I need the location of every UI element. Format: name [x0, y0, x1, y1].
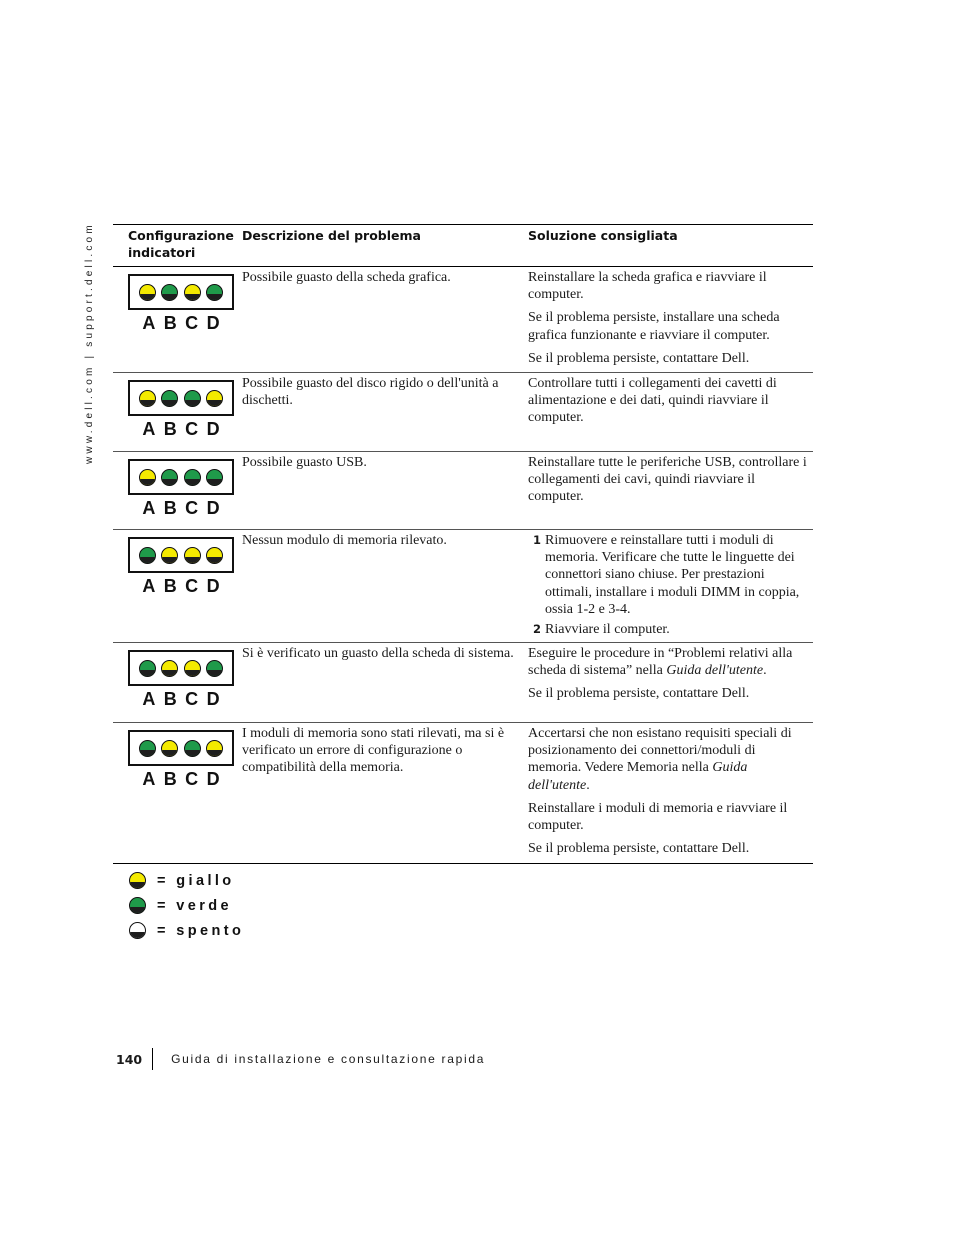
- legend-label-green: = verde: [157, 897, 232, 914]
- led-configuration: [113, 373, 242, 451]
- off-led-icon: [129, 922, 146, 939]
- led-c-icon: [184, 284, 201, 301]
- legend-item-green: [129, 893, 244, 918]
- table-row: [113, 452, 813, 530]
- led-letter: C: [185, 498, 199, 518]
- led-letter: A: [142, 769, 156, 789]
- table-row: [113, 373, 813, 452]
- led-b-icon: [161, 660, 178, 677]
- led-letter: B: [163, 419, 177, 439]
- led-letter: A: [142, 498, 156, 518]
- led-letter: D: [206, 498, 220, 518]
- led-a-icon: [139, 390, 156, 407]
- led-configuration: [113, 267, 242, 373]
- led-letter: A: [142, 576, 156, 596]
- led-configuration: [113, 452, 242, 529]
- solution-paragraph: Se il problema persiste, contattare Dell.: [528, 350, 750, 366]
- led-letter: B: [163, 769, 177, 789]
- led-d-icon: [206, 390, 223, 407]
- legend-item-yellow: [129, 868, 244, 893]
- footer-divider: [152, 1048, 153, 1070]
- step-number: 1: [533, 533, 542, 547]
- step-text: Riavviare il computer.: [545, 622, 670, 638]
- table-row: [113, 530, 813, 643]
- led-panel: [128, 380, 234, 416]
- led-letter: A: [142, 419, 156, 439]
- table-row: [113, 723, 813, 863]
- solution-paragraph: Reinstallare i moduli di memoria e riavviare il computer.: [528, 800, 788, 834]
- legend-item-off: [129, 918, 244, 943]
- solution-paragraph: Reinstallare tutte le periferiche USB, controllare i collegamenti dei cavi, quindi riavviare il computer.: [528, 455, 807, 505]
- led-letter: D: [206, 689, 220, 709]
- led-c-icon: [184, 547, 201, 564]
- problem-description: Possibile guasto USB.: [242, 455, 367, 470]
- led-letter: C: [185, 576, 199, 596]
- green-led-icon: [129, 897, 146, 914]
- guide-reference: Guida dell'utente: [666, 663, 764, 679]
- table-row: [113, 267, 813, 373]
- problem-description: Nessun modulo di memoria rilevato.: [242, 533, 447, 548]
- solution-paragraph: Se il problema persiste, installare una scheda grafica funzionante e riavviare il computer.: [528, 310, 780, 343]
- led-letter: A: [142, 313, 156, 333]
- header-description: Descrizione del problema: [242, 228, 421, 243]
- solution-paragraph: Se il problema persiste, contattare Dell.: [528, 841, 750, 857]
- led-b-icon: [161, 284, 178, 301]
- page-number: 140: [116, 1051, 143, 1067]
- legend-label-off: = spento: [157, 922, 245, 939]
- page-footer: [116, 1048, 485, 1070]
- led-a-icon: [139, 740, 156, 757]
- led-a-icon: [139, 547, 156, 564]
- led-panel: [128, 459, 234, 495]
- guide-reference: Guida dell'utente: [528, 760, 748, 793]
- led-letters: [128, 576, 234, 596]
- led-panel: [128, 274, 234, 310]
- recommended-solution: [528, 267, 813, 373]
- yellow-led-icon: [129, 872, 146, 889]
- recommended-solution: [528, 723, 813, 863]
- led-a-icon: [139, 469, 156, 486]
- table-row: [113, 643, 813, 723]
- led-panel: [128, 730, 234, 766]
- step-text: Rimuovere e reinstallare tutti i moduli di memoria. Verificare che tutte le linguette dei connettori siano chiuse. Per prestazioni ottimali, installare i moduli DIMM in coppia, ossia 1-2 e 3-4.: [545, 533, 800, 617]
- solution-steps: [528, 532, 809, 638]
- led-letter: B: [163, 313, 177, 333]
- led-letter: D: [206, 576, 220, 596]
- led-b-icon: [161, 469, 178, 486]
- led-c-icon: [184, 390, 201, 407]
- led-letters: [128, 313, 234, 333]
- led-d-icon: [206, 469, 223, 486]
- solution-step: [528, 621, 809, 638]
- led-letter: C: [185, 769, 199, 789]
- solution-paragraph: Se il problema persiste, contattare Dell.: [528, 686, 750, 702]
- led-d-icon: [206, 284, 223, 301]
- led-letters: [128, 498, 234, 518]
- led-letters: [128, 769, 234, 789]
- led-c-icon: [184, 740, 201, 757]
- led-configuration: [113, 530, 242, 644]
- led-letter: D: [206, 313, 220, 333]
- led-letter: C: [185, 313, 199, 333]
- solution-paragraph: Eseguire le procedure in “Problemi relativi alla scheda di sistema” nella Guida dell'utente.: [528, 646, 793, 679]
- led-a-icon: [139, 284, 156, 301]
- led-b-icon: [161, 547, 178, 564]
- led-letter: B: [163, 689, 177, 709]
- solution-paragraph: Reinstallare la scheda grafica e riavviare il computer.: [528, 270, 767, 303]
- solution-paragraph: Controllare tutti i collegamenti dei cavetti di alimentazione e dei dati, quindi riavviare il computer.: [528, 376, 777, 426]
- led-letter: D: [206, 419, 220, 439]
- led-c-icon: [184, 660, 201, 677]
- led-letters: [128, 419, 234, 439]
- led-letter: C: [185, 419, 199, 439]
- led-configuration: [113, 723, 242, 863]
- recommended-solution: [528, 530, 813, 644]
- recommended-solution: [528, 373, 813, 451]
- step-number: 2: [533, 622, 542, 637]
- side-url: www.dell.com | support.dell.com: [84, 222, 95, 464]
- recommended-solution: [528, 643, 813, 722]
- diagnostic-lights-table: [113, 224, 813, 864]
- led-panel: [128, 650, 234, 686]
- led-c-icon: [184, 469, 201, 486]
- problem-description: I moduli di memoria sono stati rilevati, ma si è verificato un errore di configurazione o compatibilità della memoria.: [242, 726, 505, 776]
- header-config: Configurazione indicatori: [128, 228, 234, 260]
- problem-description: Possibile guasto della scheda grafica.: [242, 270, 451, 285]
- led-letter: B: [163, 576, 177, 596]
- led-letters: [128, 689, 234, 709]
- led-d-icon: [206, 740, 223, 757]
- led-a-icon: [139, 660, 156, 677]
- problem-description: Possibile guasto del disco rigido o dell'unità a dischetti.: [242, 376, 499, 409]
- led-b-icon: [161, 740, 178, 757]
- solution-paragraph: Accertarsi che non esistano requisiti speciali di posizionamento dei connettori/moduli di memoria. Vedere Memoria nella Guida dell'utente.: [528, 726, 792, 793]
- legend-label-yellow: = giallo: [157, 872, 235, 889]
- footer-title: Guida di installazione e consultazione rapida: [171, 1052, 486, 1066]
- led-letter: D: [206, 769, 220, 789]
- led-letter: C: [185, 689, 199, 709]
- led-letter: B: [163, 498, 177, 518]
- problem-description: Si è verificato un guasto della scheda di sistema.: [242, 646, 514, 661]
- led-panel: [128, 537, 234, 573]
- led-d-icon: [206, 547, 223, 564]
- led-b-icon: [161, 390, 178, 407]
- led-configuration: [113, 643, 242, 722]
- led-d-icon: [206, 660, 223, 677]
- led-letter: A: [142, 689, 156, 709]
- led-legend: [129, 868, 244, 943]
- solution-step: [528, 532, 809, 618]
- recommended-solution: [528, 452, 813, 529]
- table-header: [113, 225, 813, 267]
- header-solution: Soluzione consigliata: [528, 228, 678, 243]
